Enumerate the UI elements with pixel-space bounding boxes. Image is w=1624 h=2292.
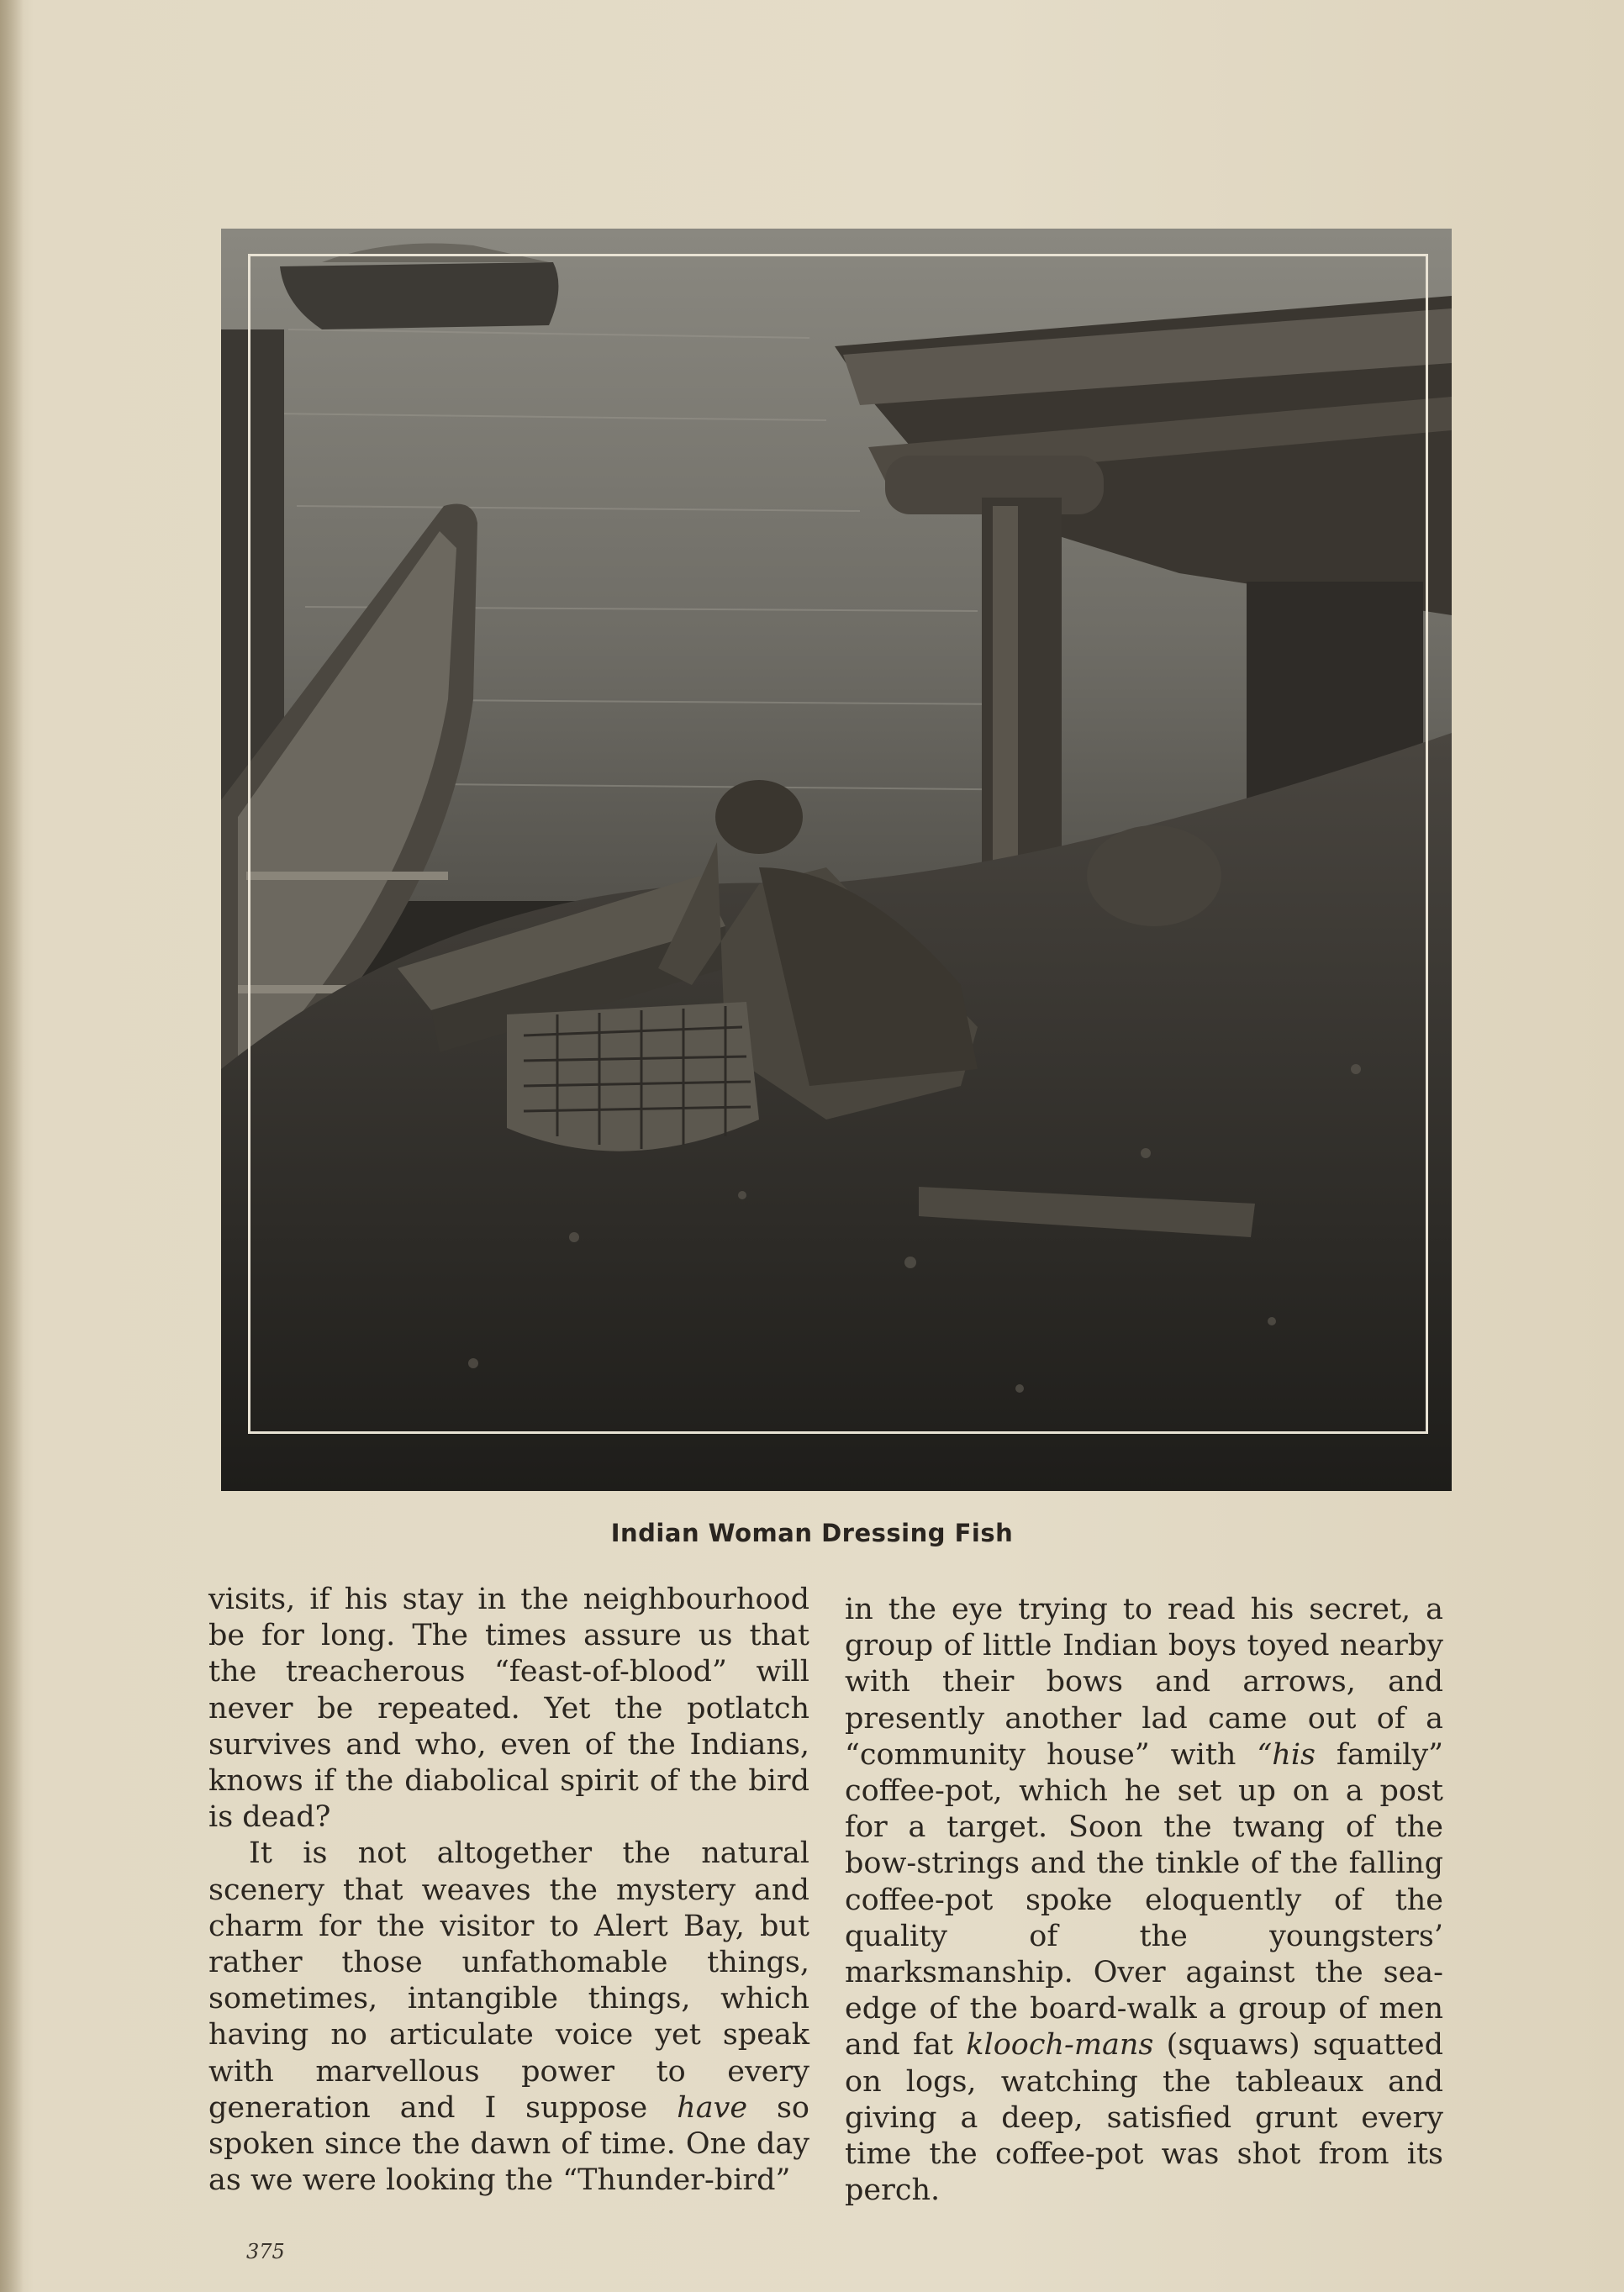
photo-illustration [221, 229, 1452, 1491]
paragraph-text: so spoken since the dawn of time. One day as we were looking the “Thunder-bird” [208, 2090, 809, 2198]
right-text-column [845, 1592, 1443, 2209]
page-number: 375 [246, 2240, 285, 2263]
photo-caption: Indian Woman Dressing Fish [610, 1519, 1014, 1547]
left-paragraph-1: visits, if his stay in the neighbourhood be for long. The times assure us that the treacherous “feast-of-blood” will never be repeated. Yet the potlatch survives and who, even of the Indians, knows if the diabolical spirit of the bird is dead? [208, 1583, 809, 1835]
fish-basket [507, 1002, 759, 1151]
page-gutter-shadow [0, 0, 24, 2292]
paragraph-text: It is not altogether the natural scenery that weaves the mystery and charm for the visitor to Alert Bay, but rather those unfathomable things, sometimes, intangible things, which having no articulate voice yet speak with marvellous power to every generation and I suppose [208, 1836, 809, 2125]
right-paragraph [845, 1592, 1443, 2209]
paragraph-text: (squaws) squatted on logs, watching the tableaux and giving a deep, satisfied grunt every time the coffee-pot was shot from its perch. [845, 2028, 1443, 2208]
italic-word: have [677, 2090, 748, 2125]
italic-word: klooch-mans [966, 2028, 1154, 2063]
photograph [221, 229, 1452, 1491]
left-text-column [208, 1582, 809, 2199]
italic-word: “his [1257, 1737, 1316, 1772]
paragraph-text: in the eye trying to read his secret, a group of little Indian boys toyed nearby with their bows and arrows, and presently another lad came out of a “community house” with [845, 1593, 1443, 1772]
left-paragraph-2 [208, 1836, 809, 2199]
paragraph-text: family” coffee-pot, which he set up on a post for a target. Soon the twang of the bow-strings and the tinkle of the falling coffee-pot spoke eloquently of the quality of the youngsters’ marksmanship. Over against the sea-edge of the board-walk a group of men and fat [845, 1737, 1443, 2063]
